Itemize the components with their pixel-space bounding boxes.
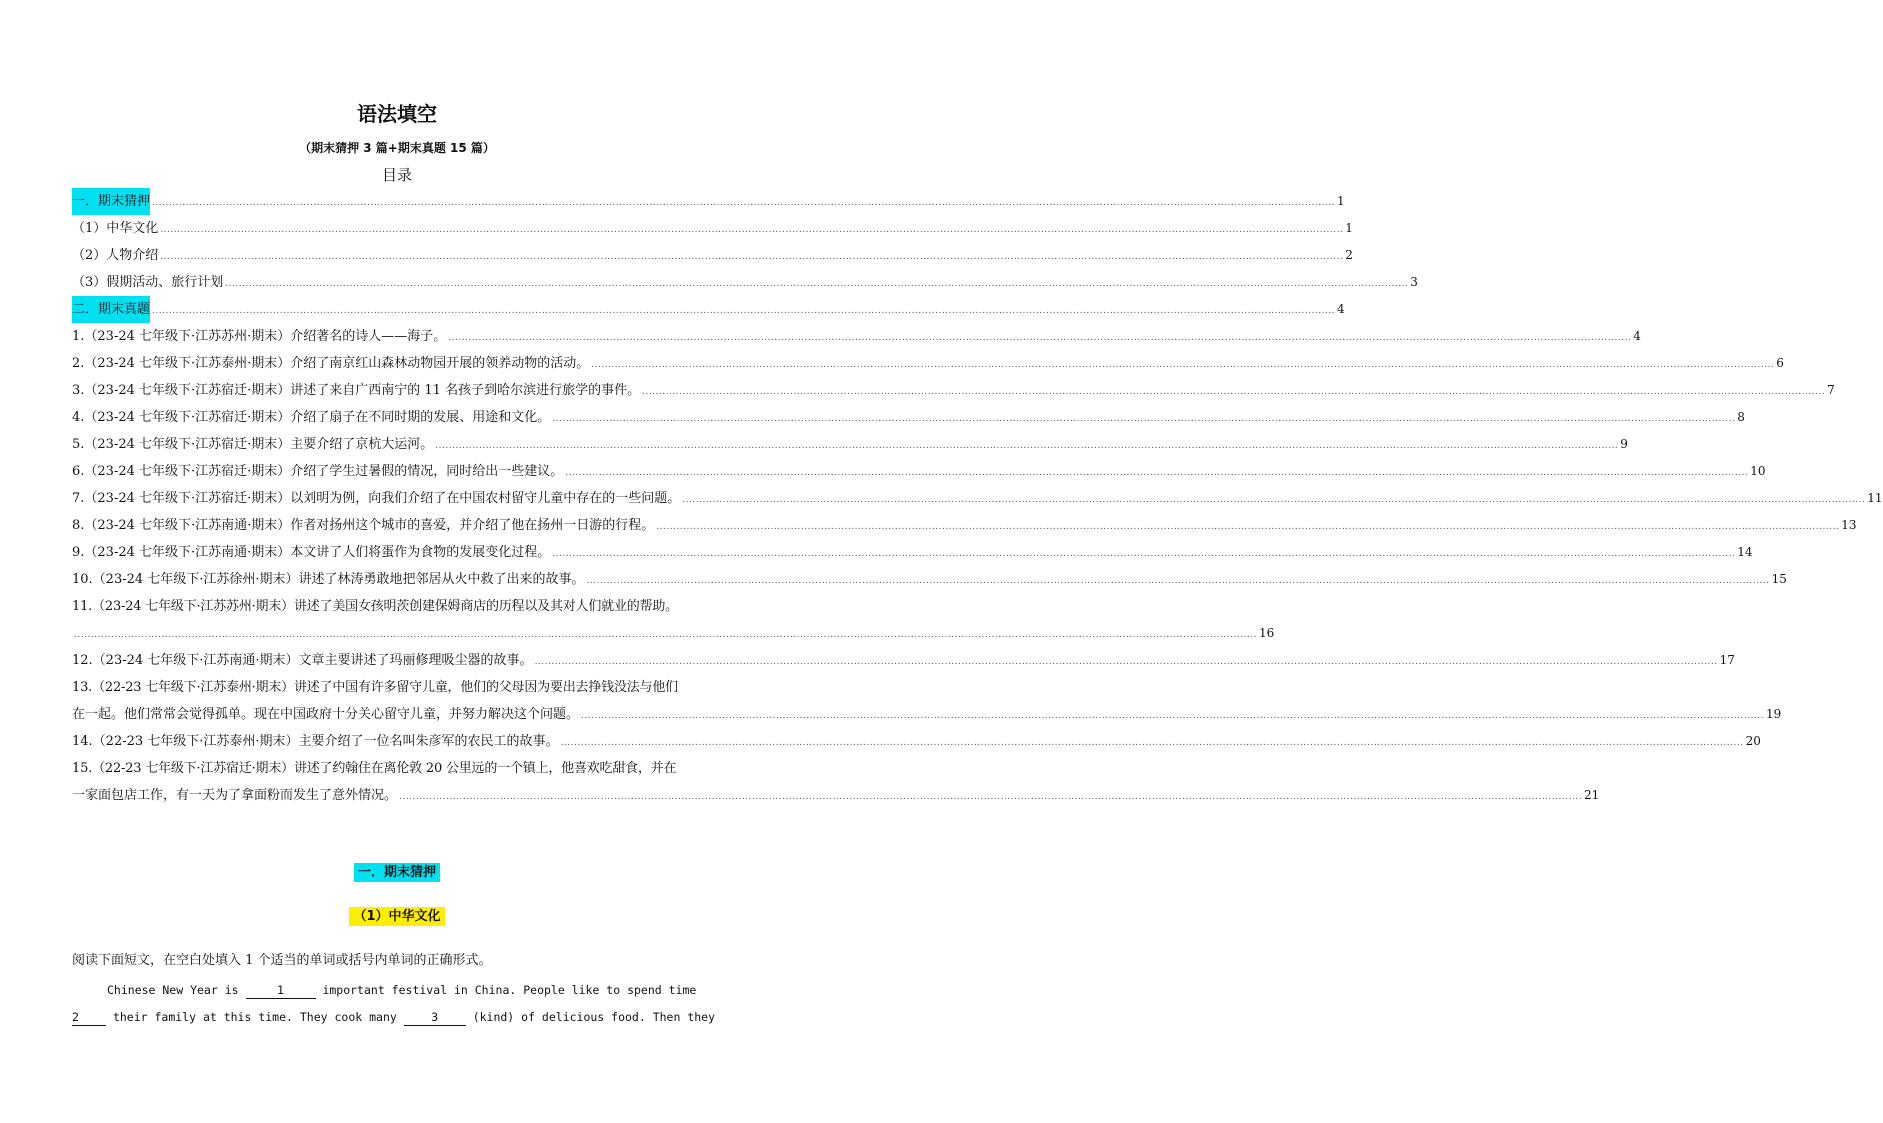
toc-entry[interactable]: [72, 458, 1766, 485]
toc-page-number: 13: [1841, 518, 1857, 532]
toc-entry[interactable]: [72, 323, 1641, 350]
toc-entry-title: 15.（22-23 七年级下·江苏宿迁·期末）讲述了约翰住在离伦敦 20 公里远的一个镇上，他喜欢吃甜食，并在: [72, 761, 677, 776]
toc-dot-leader: ................................................................................................................................................................................................................................................................................................................................................................: [152, 198, 1336, 208]
toc-entry[interactable]: [72, 674, 723, 701]
blank-3[interactable]: 3: [404, 1009, 466, 1026]
toc-entry-title: 二．期末真题: [72, 296, 150, 323]
toc-page-number: 1: [1337, 194, 1345, 208]
toc-page-number: 4: [1633, 329, 1641, 343]
toc-entry-title: 11.（23-24 七年级下·江苏苏州·期末）讲述了美国女孩明茨创建保姆商店的历程以及其对人们就业的帮助。: [72, 599, 678, 614]
toc-entry-title: 5.（23-24 七年级下·江苏宿迁·期末）主要介绍了京杭大运河。: [72, 437, 434, 452]
toc-page-number: 19: [1766, 707, 1782, 721]
passage-text: their family at this time. They cook many: [112, 1010, 397, 1024]
toc-entry-title: 一家面包店工作，有一天为了拿面粉而发生了意外情况。: [72, 788, 398, 803]
toc-entry[interactable]: [72, 242, 1353, 269]
toc-entry-title: 一．期末猜押: [72, 188, 150, 215]
subsection-heading: [0, 905, 794, 924]
toc-page-number: 6: [1776, 356, 1784, 370]
toc-entry[interactable]: [72, 296, 1345, 323]
toc-dot-leader: ................................................................................................................................................................................................................................................................................................................................................................: [74, 630, 1258, 640]
toc-entry[interactable]: [72, 755, 723, 782]
document-subtitle: （期末猜押 3 篇+期末真题 15 篇）: [299, 141, 495, 155]
toc-dot-leader: ................................................................................................................................................................................................................................................................................................................................................................: [225, 279, 1409, 289]
toc-page-number: 21: [1584, 788, 1600, 802]
toc-entry-title: 7.（23-24 七年级下·江苏宿迁·期末）以刘明为例，向我们介绍了在中国农村留守儿童中存在的一些问题。: [72, 491, 681, 506]
toc-dot-leader: ................................................................................................................................................................................................................................................................................................................................................................: [565, 468, 1749, 478]
toc-entry[interactable]: [72, 350, 1784, 377]
toc-dot-leader: ................................................................................................................................................................................................................................................................................................................................................................: [642, 387, 1826, 397]
toc-entry[interactable]: [72, 782, 1600, 809]
toc-heading: 目录: [381, 166, 412, 184]
toc-entry[interactable]: [72, 431, 1628, 458]
toc-dot-leader: ................................................................................................................................................................................................................................................................................................................................................................: [160, 225, 1344, 235]
subsection-heading-text: （1）中华文化: [349, 907, 444, 926]
toc-entry[interactable]: [72, 566, 1787, 593]
toc-page-number: 1: [1345, 221, 1353, 235]
toc-dot-leader: ................................................................................................................................................................................................................................................................................................................................................................: [552, 414, 1736, 424]
toc-dot-leader: ................................................................................................................................................................................................................................................................................................................................................................: [399, 792, 1583, 802]
passage: [72, 977, 723, 1031]
toc-entry-title: 4.（23-24 七年级下·江苏宿迁·期末）介绍了扇子在不同时期的发展、用途和文化。: [72, 410, 551, 425]
toc-dot-leader: ................................................................................................................................................................................................................................................................................................................................................................: [682, 495, 1866, 505]
toc-entry-title: 1.（23-24 七年级下·江苏苏州·期末）介绍著名的诗人——海子。: [72, 329, 447, 344]
toc-dot-leader: ................................................................................................................................................................................................................................................................................................................................................................: [435, 441, 1619, 451]
toc-entry[interactable]: [72, 485, 1883, 512]
toc-entry-title: 3.（23-24 七年级下·江苏宿迁·期末）讲述了来自广西南宁的 11 名孩子到哈尔滨进行旅学的事件。: [72, 383, 641, 398]
toc-page-number: 3: [1410, 275, 1418, 289]
toc-dot-leader: ................................................................................................................................................................................................................................................................................................................................................................: [560, 738, 1744, 748]
table-of-contents: [72, 188, 1883, 809]
toc-entry[interactable]: [72, 377, 1835, 404]
section-heading-text: 一．期末猜押: [354, 863, 440, 882]
blank-2[interactable]: 2: [72, 1009, 106, 1026]
toc-page-number: 7: [1827, 383, 1835, 397]
toc-entry-title: 6.（23-24 七年级下·江苏宿迁·期末）介绍了学生过暑假的情况，同时给出一些建议。: [72, 464, 564, 479]
toc-entry[interactable]: [72, 647, 1735, 674]
toc-entry-title: （1）中华文化: [72, 221, 159, 236]
toc-entry-title: 8.（23-24 七年级下·江苏南通·期末）作者对扬州这个城市的喜爱，并介绍了他在扬州一日游的行程。: [72, 518, 655, 533]
passage-text: important festival in China. People like to spend time: [322, 983, 697, 997]
document-title: 语法填空: [357, 102, 437, 126]
toc-entry-title: 13.（22-23 七年级下·江苏泰州·期末）讲述了中国有许多留守儿童，他们的父母因为要出去挣钱没法与他们: [72, 680, 678, 695]
toc-dot-leader: ................................................................................................................................................................................................................................................................................................................................................................: [152, 306, 1336, 316]
toc-page-number: 20: [1745, 734, 1761, 748]
toc-entry-title: 14.（22-23 七年级下·江苏泰州·期末）主要介绍了一位名叫朱彦军的农民工的故事。: [72, 734, 559, 749]
section-heading: [0, 861, 794, 880]
toc-entry-title: 9.（23-24 七年级下·江苏南通·期末）本文讲了人们将蛋作为食物的发展变化过程。: [72, 545, 551, 560]
toc-entry-title: 2.（23-24 七年级下·江苏泰州·期末）介绍了南京红山森林动物园开展的领养动物的活动。: [72, 356, 590, 371]
passage-text: (kind) of delicious food. Then they: [472, 1010, 716, 1024]
toc-page-number: 17: [1719, 653, 1735, 667]
toc-entry[interactable]: [72, 404, 1745, 431]
toc-dot-leader: ................................................................................................................................................................................................................................................................................................................................................................: [552, 549, 1736, 559]
toc-page-number: 4: [1337, 302, 1345, 316]
toc-entry[interactable]: [72, 593, 723, 620]
toc-page-number: 8: [1737, 410, 1745, 424]
toc-page-number: 9: [1620, 437, 1628, 451]
toc-entry-title: 10.（23-24 七年级下·江苏徐州·期末）讲述了林涛勇敢地把邻居从火中救了出来的故事。: [72, 572, 585, 587]
toc-dot-leader: ................................................................................................................................................................................................................................................................................................................................................................: [656, 522, 1840, 532]
toc-dot-leader: ................................................................................................................................................................................................................................................................................................................................................................: [586, 576, 1770, 586]
toc-page-number: 10: [1750, 464, 1766, 478]
passage-text: Chinese New Year is: [107, 983, 239, 997]
toc-page-number: 11: [1867, 491, 1883, 505]
toc-entry-title: （3）假期活动、旅行计划: [72, 275, 224, 290]
toc-entry[interactable]: [72, 188, 1345, 215]
toc-entry-title: 12.（23-24 七年级下·江苏南通·期末）文章主要讲述了玛丽修理吸尘器的故事。: [72, 653, 533, 668]
toc-entry[interactable]: [72, 269, 1418, 296]
toc-entry[interactable]: [72, 512, 1857, 539]
toc-page-number: 2: [1345, 248, 1353, 262]
toc-dot-leader: ................................................................................................................................................................................................................................................................................................................................................................: [160, 252, 1344, 262]
toc-page-number: 16: [1259, 626, 1275, 640]
toc-page-number: 14: [1737, 545, 1753, 559]
toc-entry[interactable]: [72, 539, 1753, 566]
toc-entry[interactable]: [72, 728, 1761, 755]
toc-dot-leader: ................................................................................................................................................................................................................................................................................................................................................................: [581, 711, 1765, 721]
toc-dot-leader: ................................................................................................................................................................................................................................................................................................................................................................: [448, 333, 1632, 343]
toc-entry[interactable]: [72, 701, 1782, 728]
toc-page-number: 15: [1771, 572, 1787, 586]
blank-1[interactable]: 1: [246, 982, 316, 999]
toc-entry[interactable]: [72, 215, 1353, 242]
toc-entry-title: 在一起。他们常常会觉得孤单。现在中国政府十分关心留守儿童，并努力解决这个问题。: [72, 707, 580, 722]
toc-dot-leader: ................................................................................................................................................................................................................................................................................................................................................................: [591, 360, 1775, 370]
toc-entry[interactable]: [72, 620, 1275, 647]
instructions: 阅读下面短文，在空白处填入 1 个适当的单词或括号内单词的正确形式。: [72, 953, 492, 968]
toc-dot-leader: ................................................................................................................................................................................................................................................................................................................................................................: [534, 657, 1718, 667]
toc-entry-title: （2）人物介绍: [72, 248, 159, 263]
